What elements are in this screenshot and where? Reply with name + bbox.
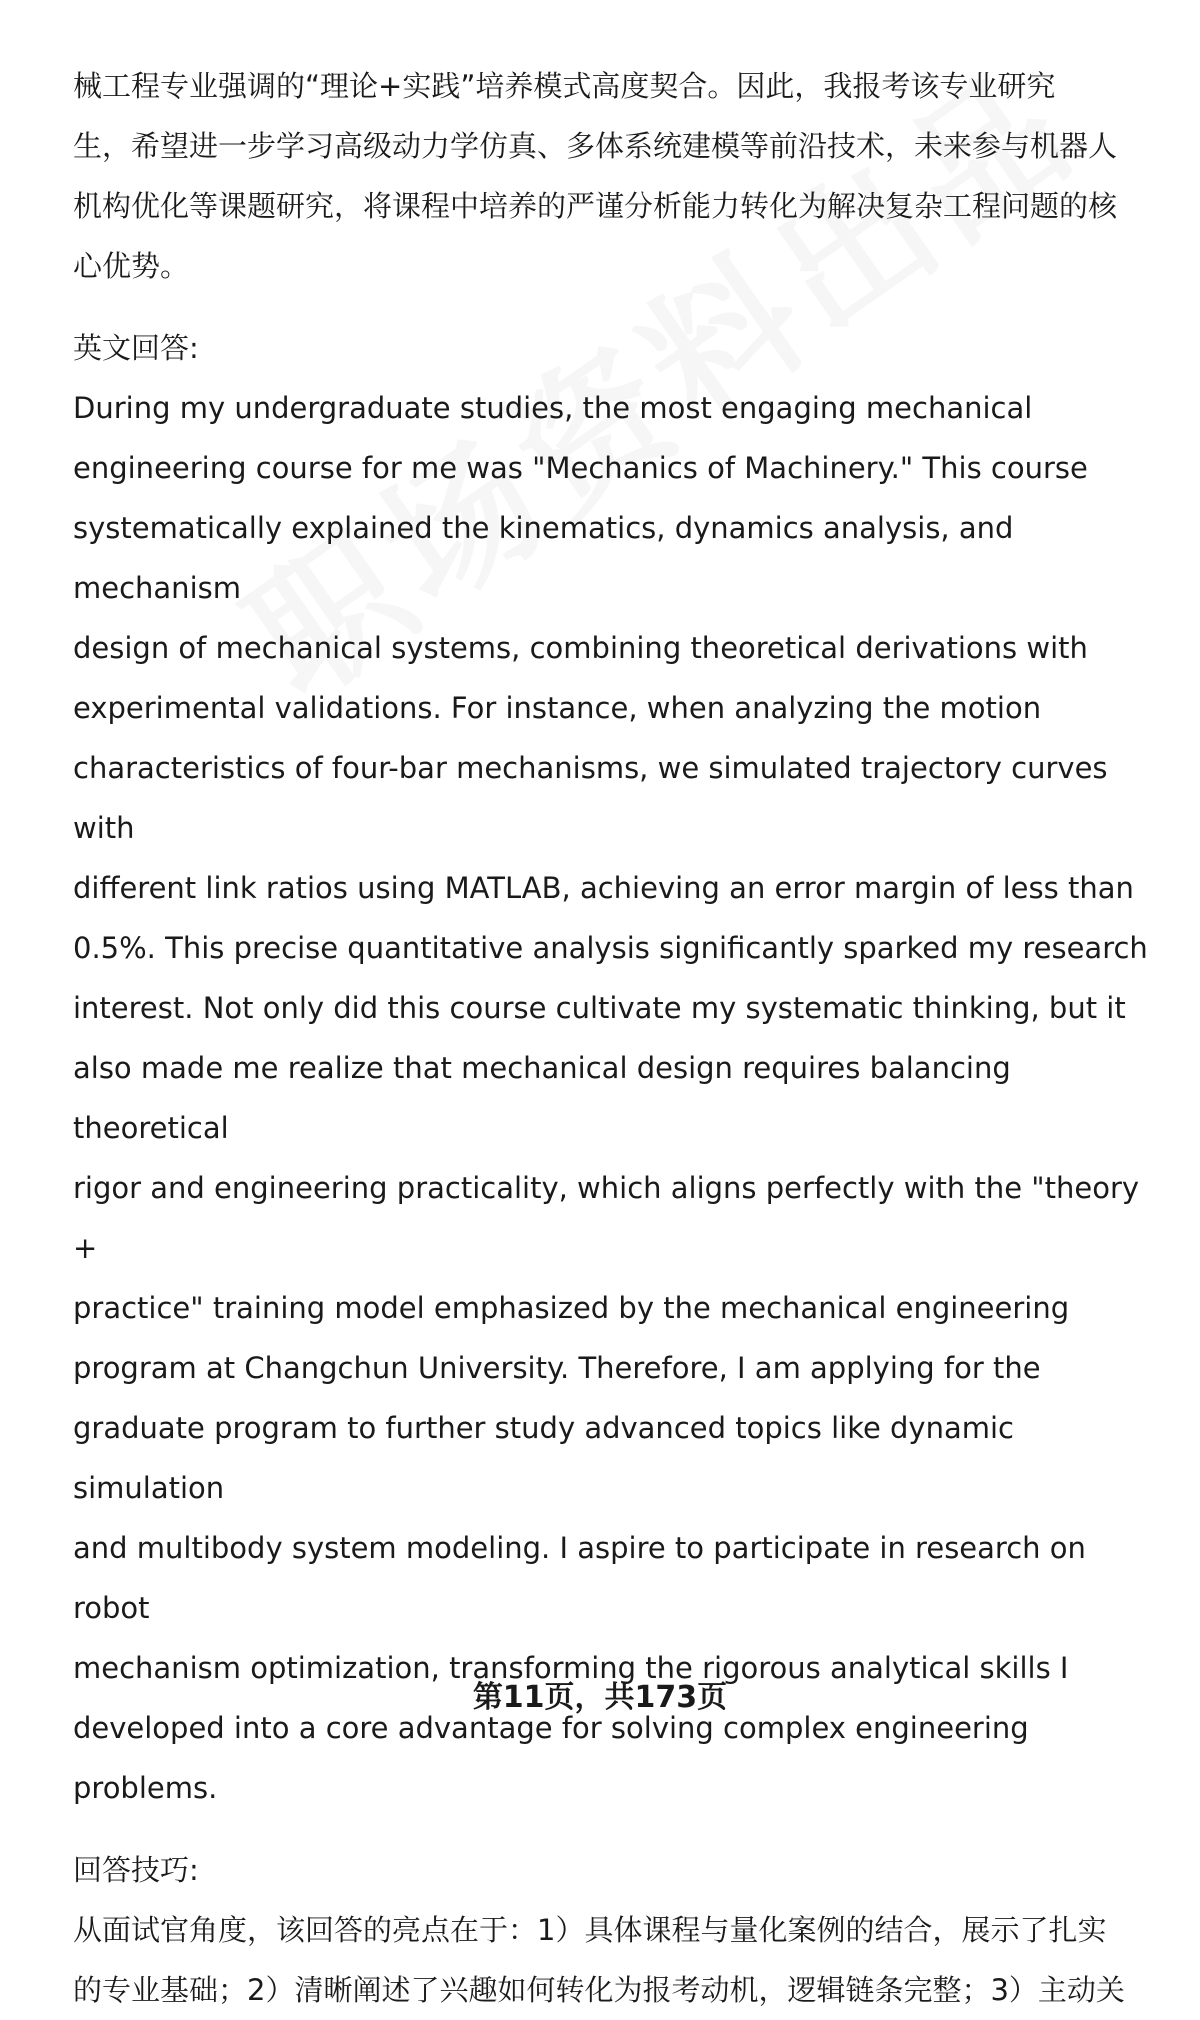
- text-line: systematically explained the kinematics, dynamics analysis, and mechanism: [73, 511, 1014, 605]
- text-line: experimental validations. For instance, when analyzing the motion: [73, 691, 1042, 725]
- text-line: During my undergraduate studies, the most engaging mechanical: [73, 391, 1033, 425]
- text-line: rigor and engineering practicality, which aligns perfectly with the "theory +: [73, 1171, 1140, 1265]
- text-line: problems.: [73, 1771, 218, 1805]
- text-line: 心优势。: [73, 249, 190, 283]
- text-line: 从面试官角度，该回答的亮点在于：1）具体课程与量化案例的结合，展示了扎实: [73, 1913, 1107, 1947]
- text-line: 机构优化等课题研究，将课程中培养的严谨分析能力转化为解决复杂工程问题的核: [73, 189, 1118, 223]
- text-line: characteristics of four-bar mechanisms, we simulated trajectory curves with: [73, 751, 1108, 845]
- text-line: 的专业基础；2）清晰阐述了兴趣如何转化为报考动机，逻辑链条完整；3）主动关: [73, 1973, 1125, 2007]
- text-line: developed into a core advantage for solving complex engineering: [73, 1711, 1029, 1745]
- text-line: 0.5%. This precise quantitative analysis significantly sparked my research: [73, 931, 1148, 965]
- answer-tips-body: [73, 1900, 1153, 2020]
- text-line: practice" training model emphasized by the mechanical engineering: [73, 1291, 1070, 1325]
- text-line: interest. Not only did this course cultivate my systematic thinking, but it: [73, 991, 1126, 1025]
- text-line: design of mechanical systems, combining theoretical derivations with: [73, 631, 1088, 665]
- answer-tips-heading: 回答技巧:: [73, 1853, 199, 1887]
- text-line: also made me realize that mechanical design requires balancing theoretical: [73, 1051, 1011, 1145]
- text-line: 生，希望进一步学习高级动力学仿真、多体系统建模等前沿技术，未来参与机器人: [73, 129, 1118, 163]
- text-line: engineering course for me was "Mechanics of Machinery." This course: [73, 451, 1088, 485]
- text-line: 械工程专业强调的“理论+实践”培养模式高度契合。因此，我报考该专业研究: [73, 69, 1056, 103]
- text-line: mechanism optimization, transforming the rigorous analytical skills I: [73, 1651, 1069, 1685]
- text-line: and multibody system modeling. I aspire to participate in research on robot: [73, 1531, 1086, 1625]
- english-answer-heading: 英文回答:: [73, 331, 199, 365]
- chinese-answer-continuation: [73, 56, 1153, 296]
- text-line: graduate program to further study advanced topics like dynamic simulation: [73, 1411, 1014, 1505]
- page-number-footer: 第11页，共173页: [472, 1680, 728, 1715]
- english-answer-body: [73, 378, 1153, 1818]
- text-line: program at Changchun University. Therefore, I am applying for the: [73, 1351, 1041, 1385]
- text-line: different link ratios using MATLAB, achieving an error margin of less than: [73, 871, 1134, 905]
